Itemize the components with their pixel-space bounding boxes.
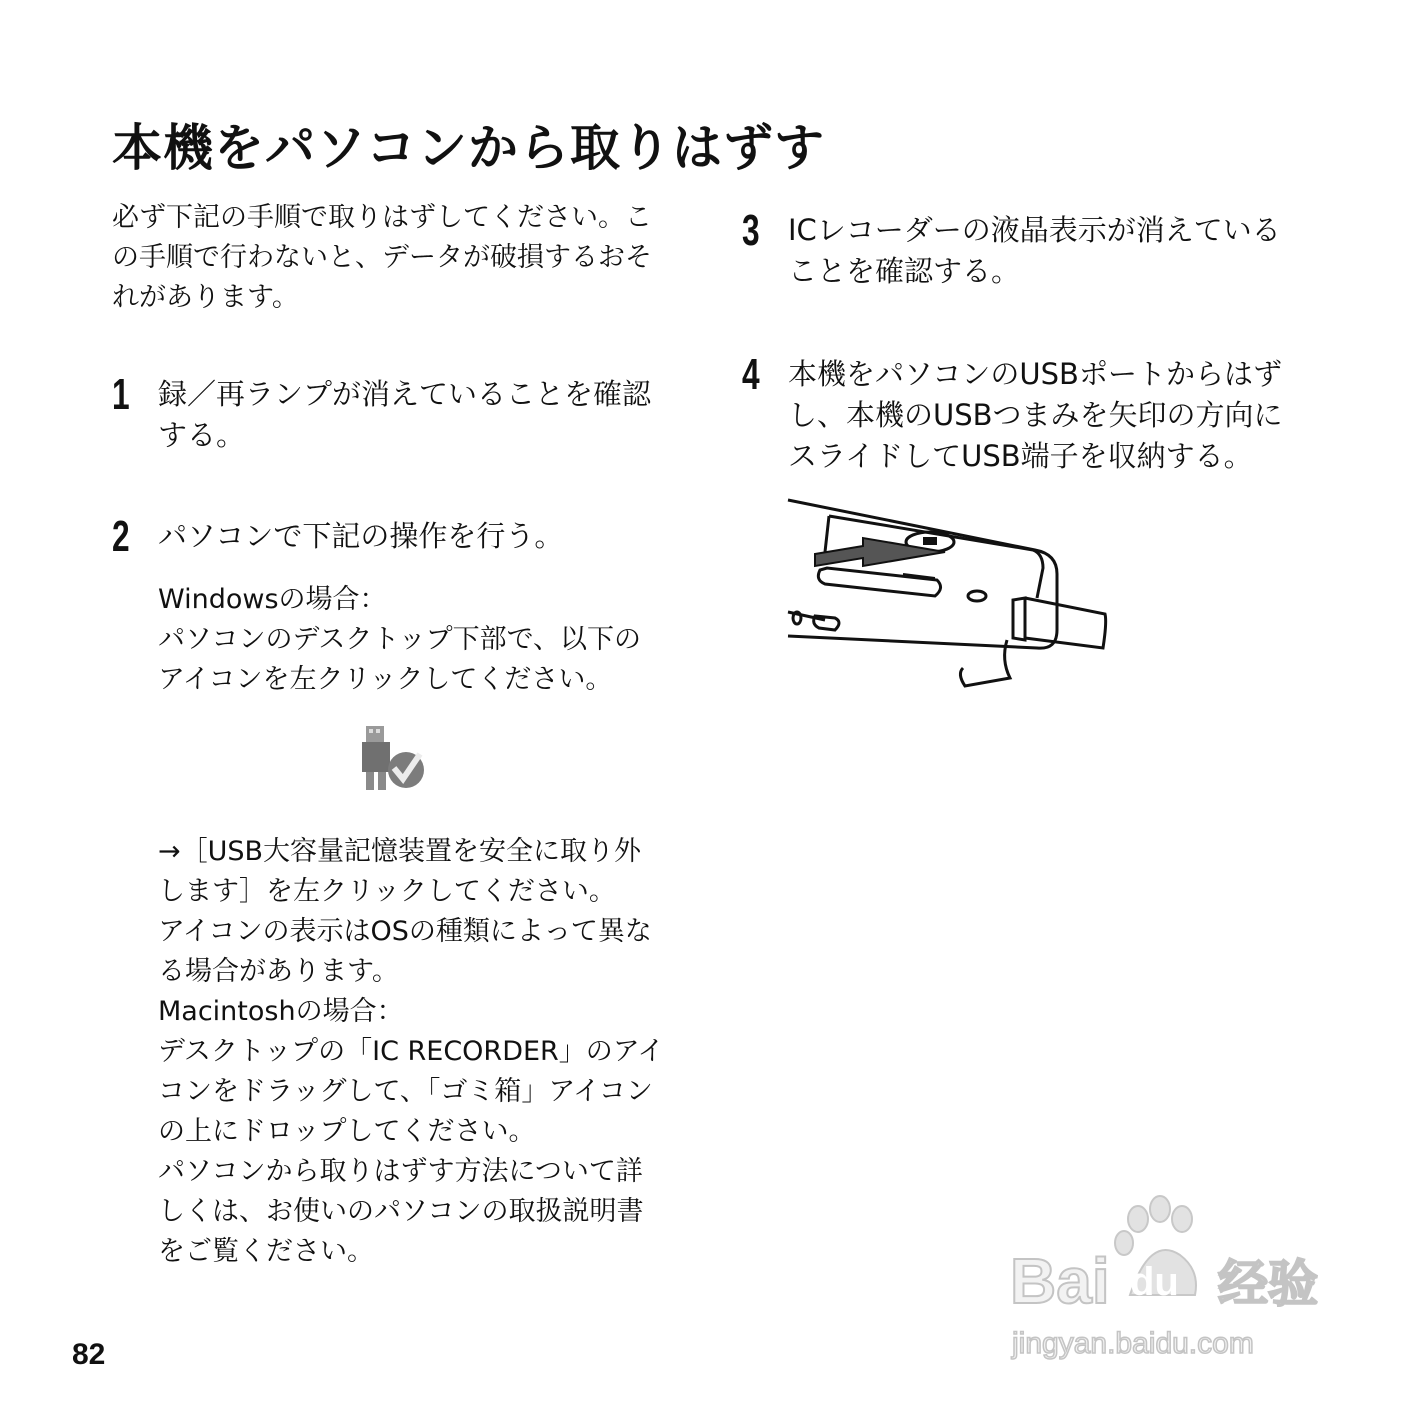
step-text bbox=[788, 210, 1281, 292]
removal-instructions bbox=[158, 832, 664, 1272]
svg-text:Bai: Bai bbox=[1010, 1245, 1110, 1317]
safely-remove-hardware-icon bbox=[360, 724, 430, 794]
svg-text:du: du bbox=[1130, 1260, 1179, 1304]
step-text bbox=[788, 354, 1283, 477]
baidu-jingyan-watermark bbox=[1000, 1195, 1340, 1365]
detail-line: しくは、お使いのパソコンの取扱説明書 bbox=[158, 1196, 644, 1227]
detail-line: パソコンから取りはずす方法について詳 bbox=[158, 1156, 643, 1187]
detail-line: デスクトップの「IC RECORDER」のアイ bbox=[158, 1036, 665, 1067]
intro-paragraph bbox=[112, 198, 652, 318]
step-line: スライドしてUSB端子を収納する。 bbox=[788, 439, 1253, 473]
step-text bbox=[158, 516, 563, 557]
detail-line: Windowsの場合： bbox=[158, 584, 387, 615]
step-number: 1 bbox=[112, 370, 130, 419]
page-title: 本機をパソコンから取りはずす bbox=[112, 119, 825, 177]
step-line: ICレコーダーの液晶表示が消えている bbox=[788, 213, 1281, 247]
intro-line: 必ず下記の手順で取りはずしてください。こ bbox=[112, 202, 652, 233]
detail-line: る場合があります。 bbox=[158, 956, 399, 987]
detail-line: →［USB大容量記憶装置を安全に取り外 bbox=[158, 836, 642, 867]
detail-line: コンをドラッグして、「ゴミ箱」アイコン bbox=[158, 1076, 653, 1107]
detail-line: します］を左クリックしてください。 bbox=[158, 876, 616, 907]
step-line: し、本機のUSBつまみを矢印の方向に bbox=[788, 398, 1283, 432]
step-number: 4 bbox=[742, 350, 760, 399]
step-line: する。 bbox=[158, 418, 246, 452]
page-number: 82 bbox=[72, 1338, 106, 1371]
windows-instructions bbox=[158, 580, 641, 700]
watermark-url: jingyan.baidu.com bbox=[1012, 1327, 1254, 1360]
detail-line: の上にドロップしてください。 bbox=[158, 1116, 536, 1147]
step-line: ことを確認する。 bbox=[788, 254, 1021, 288]
step-text bbox=[158, 374, 651, 456]
step-line: 録／再ランプが消えていることを確認 bbox=[158, 377, 652, 411]
step-number: 3 bbox=[742, 206, 760, 255]
step-line: パソコンで下記の操作を行う。 bbox=[158, 519, 564, 553]
ic-recorder-usb-slide-illustration bbox=[785, 490, 1110, 700]
intro-line: の手順で行わないと、データが破損するおそ bbox=[112, 242, 652, 273]
step-number: 2 bbox=[112, 512, 130, 561]
intro-line: れがあります。 bbox=[112, 282, 299, 313]
step-line: 本機をパソコンのUSBポートからはず bbox=[788, 357, 1282, 391]
detail-line: アイコンの表示はOSの種類によって異な bbox=[158, 916, 652, 947]
svg-text:经验: 经验 bbox=[1218, 1255, 1318, 1313]
detail-line: アイコンを左クリックしてください。 bbox=[158, 664, 613, 695]
detail-line: パソコンのデスクトップ下部で、以下の bbox=[158, 624, 642, 655]
detail-line: をご覧ください。 bbox=[158, 1236, 374, 1267]
detail-line: Macintoshの場合： bbox=[158, 996, 404, 1027]
